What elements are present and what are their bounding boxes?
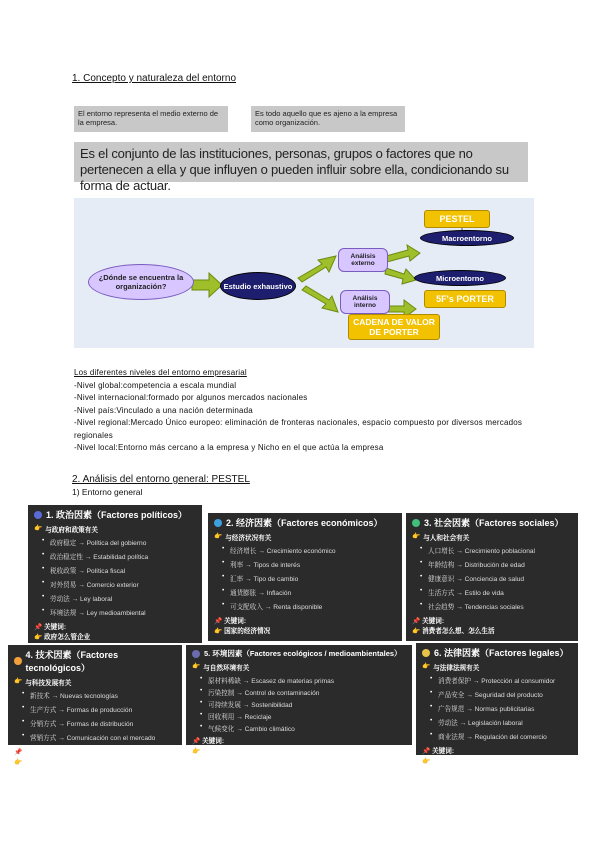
- hand-point-icon: 👉: [34, 525, 43, 532]
- list-item: • 年龄结构 → Distribución de edad: [428, 559, 572, 569]
- list-item: • 产品安全 → Seguridad del producto: [438, 689, 572, 699]
- hand-point-icon: 👉: [422, 758, 431, 765]
- pestel-card-social: [406, 513, 578, 641]
- pin-icon: 📌: [214, 618, 223, 625]
- hand-point-icon: 👉: [214, 628, 223, 635]
- porter5-box: 5F's PORTER: [424, 290, 506, 308]
- list-item: • 分销方式 → Formas de distribución: [30, 718, 176, 728]
- def-left-box: El entorno representa el medio externo de la empresa.: [74, 106, 228, 132]
- card-keyword-label: 关键词:: [432, 748, 455, 755]
- list-item: • 消费者保护 → Protección al consumidor: [438, 675, 572, 685]
- hand-point-icon: 👉: [192, 748, 201, 755]
- pestel-box: PESTEL: [424, 210, 490, 228]
- card-subtitle: 与人和社会有关: [423, 535, 470, 542]
- circle-icon: [34, 511, 42, 519]
- card-keyword: 企业必须遵守的规则: [432, 758, 492, 765]
- card-subtitle: 与自然环境有关: [203, 665, 250, 672]
- list-item: • 环境法规 → Ley medioambiental: [50, 607, 196, 617]
- card-keyword-label: 关键词:: [202, 738, 225, 745]
- environment-diagram: [74, 198, 534, 348]
- levels-title: Los diferentes niveles del entorno empresarial: [74, 368, 247, 377]
- card-subtitle: 与政府和政策有关: [45, 527, 98, 534]
- pin-icon: 📌: [192, 738, 201, 745]
- list-item: • 政治稳定性 → Estabilidad política: [50, 551, 196, 561]
- card-title: 6. 法律因素（Factores legales）: [434, 648, 569, 658]
- pin-icon: 📌: [34, 624, 43, 631]
- circle-icon: [14, 657, 22, 665]
- list-item: • 汇率 → Tipo de cambio: [230, 573, 396, 583]
- list-item: • 劳动法 → Legislación laboral: [438, 717, 572, 727]
- list-item: • 可持续发展 → Sostenibilidad: [208, 699, 406, 709]
- card-keyword-label: 关键词:: [24, 749, 47, 756]
- list-item: • 污染控制 → Control de contaminación: [208, 687, 406, 697]
- pin-icon: 📌: [412, 618, 421, 625]
- hand-point-icon: 👉: [14, 678, 23, 685]
- list-item: • 人口增长 → Crecimiento poblacional: [428, 545, 572, 555]
- pestel-card-economic: [208, 513, 402, 641]
- circle-icon: [422, 649, 430, 657]
- levels-section: [74, 367, 534, 455]
- section2-title: 2. Análisis del entorno general: PESTEL: [72, 474, 250, 485]
- list-item: • 健康意识 → Conciencia de salud: [428, 573, 572, 583]
- pin-icon: 📌: [422, 748, 431, 755]
- card-title: 3. 社会因素（Factores sociales）: [424, 518, 564, 528]
- def-right-box: Es todo aquello que es ajeno a la empresa como organización.: [251, 106, 405, 132]
- card-title: 2. 经济因素（Factores económicos）: [226, 518, 383, 528]
- card-keyword: 消费者怎么想、怎么生活: [422, 628, 495, 635]
- card-title: 1. 政治因素（Factores políticos）: [46, 510, 188, 520]
- circle-icon: [192, 650, 200, 658]
- study-oval: Estudio exhaustivo: [220, 272, 296, 300]
- card-keyword: 环保压力: [202, 748, 229, 755]
- internal-box: Análisis interno: [340, 290, 390, 314]
- pestel-card-legal: [416, 643, 578, 765]
- card-list: [192, 675, 406, 733]
- level-item: -Nivel regional:Mercado Único europeo: eliminación de fronteras nacionales, espacio compuesto por diversos mercados regionales: [74, 418, 523, 440]
- card-keyword: 政府怎么管企业: [44, 634, 91, 641]
- card-subtitle: 与科技发展有关: [25, 680, 72, 687]
- list-item: • 社会趋势 → Tendencias sociales: [428, 601, 572, 611]
- card-list: [14, 690, 176, 742]
- card-list: [412, 545, 572, 611]
- card-list: [34, 537, 196, 617]
- list-item: • 政府稳定 → Política del gobierno: [50, 537, 196, 547]
- micro-oval: Microentorno: [414, 270, 506, 286]
- card-list: [214, 545, 396, 611]
- list-item: • 广告规范 → Normas publicitarias: [438, 703, 572, 713]
- list-item: • 生产方式 → Formas de producción: [30, 704, 176, 714]
- level-item: -Nivel global:competencia a escala mundial: [74, 380, 237, 390]
- level-item: -Nivel internacional:formado por algunos mercados nacionales: [74, 393, 308, 402]
- card-list: [422, 675, 572, 741]
- list-item: • 生活方式 → Estilo de vida: [428, 587, 572, 597]
- hand-point-icon: 👉: [192, 663, 201, 670]
- pestel-card-ecological: [186, 645, 412, 755]
- card-keyword: 技术怎么改变企业: [24, 759, 77, 766]
- list-item: • 新技术 → Nuevas tecnologías: [30, 690, 176, 700]
- hand-point-icon: 👉: [412, 533, 421, 540]
- hand-point-icon: 👉: [14, 759, 23, 766]
- list-item: • 利率 → Tipos de interés: [230, 559, 396, 569]
- card-keyword: 国家的经济情况: [224, 628, 271, 635]
- macro-oval: Macroentorno: [420, 230, 514, 246]
- card-title: 5. 环境因素（Factores ecológicos / medioambientales）: [204, 649, 402, 658]
- list-item: • 原材料稀缺 → Escasez de materias primas: [208, 675, 406, 685]
- pestel-card-technological: [8, 645, 182, 766]
- list-item: • 通货膨胀 → Inflación: [230, 587, 396, 597]
- card-keyword-label: 关键词:: [44, 624, 67, 631]
- external-box: Análisis externo: [338, 248, 388, 272]
- hand-point-icon: 👉: [34, 634, 43, 641]
- list-item: • 税收政策 → Política fiscal: [50, 565, 196, 575]
- definition-box: Es el conjunto de las instituciones, personas, grupos o factores que no pertenecen a ella y que influyen o pueden influir sobre ella, condicionando su forma de actuar.: [74, 142, 528, 182]
- hand-point-icon: 👉: [422, 663, 431, 670]
- question-oval: ¿Dónde se encuentra la organización?: [88, 264, 194, 300]
- circle-icon: [412, 519, 420, 527]
- section1-title: 1. Concepto y naturaleza del entorno: [72, 73, 236, 84]
- list-item: • 营销方式 → Comunicación con el mercado: [30, 732, 176, 742]
- list-item: • 可支配收入 → Renta disponible: [230, 601, 396, 611]
- card-subtitle: 与法律法规有关: [433, 665, 480, 672]
- pestel-card-political: [28, 505, 202, 643]
- pin-icon: 📌: [14, 749, 23, 756]
- value-chain-box: CADENA DE VALOR DE PORTER: [348, 314, 440, 340]
- card-title: 4. 技术因素（Factores tecnológicos）: [25, 650, 119, 673]
- list-item: • 回收利用 → Reciclaje: [208, 711, 406, 721]
- level-item: -Nivel país:Vinculado a una nación determinada: [74, 405, 253, 415]
- hand-point-icon: 👉: [214, 533, 223, 540]
- hand-point-icon: 👉: [412, 628, 421, 635]
- circle-icon: [214, 519, 222, 527]
- section2-subtitle: 1) Entorno general: [72, 487, 143, 497]
- card-keyword-label: 关键词:: [224, 618, 247, 625]
- level-item: -Nivel local:Entorno más cercano a la empresa y Nicho en el que actúa la empresa: [74, 443, 384, 452]
- list-item: • 劳动法 → Ley laboral: [50, 593, 196, 603]
- card-subtitle: 与经济状况有关: [225, 535, 272, 542]
- list-item: • 商业法规 → Regulación del comercio: [438, 731, 572, 741]
- card-keyword-label: 关键词:: [422, 618, 445, 625]
- list-item: • 气候变化 → Cambio climático: [208, 723, 406, 733]
- list-item: • 对外贸易 → Comercio exterior: [50, 579, 196, 589]
- list-item: • 经济增长 → Crecimiento económico: [230, 545, 396, 555]
